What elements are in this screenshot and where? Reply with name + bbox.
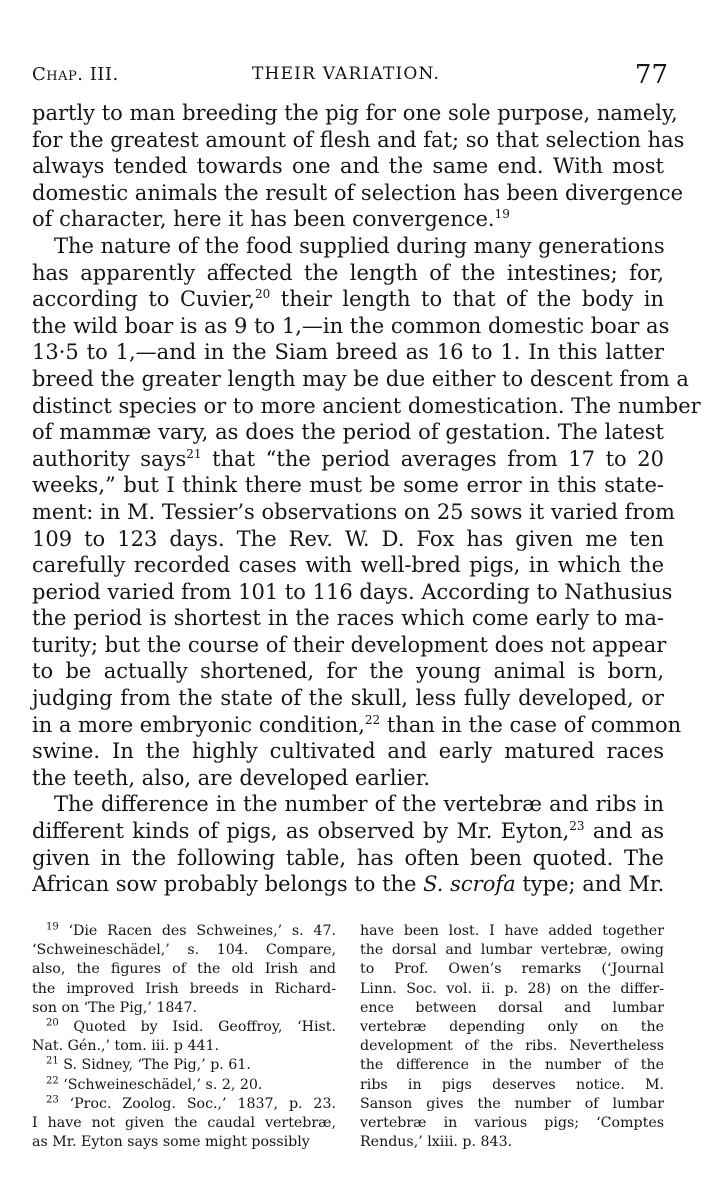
line-text: turity; but the course of their development does not appear [32,632,667,657]
line-text: ‘Die Racen des Schweines,’ s. 47. [58,923,336,939]
line-text: vertebræ depending only on the [360,1018,664,1035]
page-number: 77 [634,60,668,90]
line-text: ment: in M. Tessier’s observations on 25 sows it varied from [32,499,675,524]
text-line [32,980,336,999]
text-line [32,206,664,233]
line-text: different kinds of pigs, as observed by Mr. Eyton, [32,819,570,844]
line-text: African sow probably belongs to the [32,872,424,897]
text-line [32,658,664,685]
text-line [32,286,664,313]
text-line [32,233,664,260]
text-line [32,1018,336,1037]
line-text: S. Sidney, ‘The Pig,’ p. 61. [58,1057,251,1074]
text-line [32,1133,336,1152]
footnote-marker: 22 [46,1074,59,1086]
text-line [32,1095,336,1114]
text-line [32,127,685,154]
footnotes [32,922,664,1162]
text-line [32,1056,336,1075]
body-text [32,100,701,898]
line-text: ribs in pigs deserves notice. M. [360,1076,664,1093]
line-text: authority says [32,446,187,471]
line-text: always tended towards one and the same end. With most [32,154,664,179]
text-line [32,712,682,739]
text-line [32,685,664,712]
text-line [32,922,336,941]
line-text: the difference in the number of the [360,1057,664,1074]
text-line [360,922,664,941]
text-line [32,999,336,1018]
text-line [32,605,664,632]
line-text-continued: than in the case of common [380,712,682,737]
line-text-continued: that “the period averages from 17 to 20 [201,446,664,471]
text-line [360,1133,664,1152]
text-line [32,1037,336,1056]
text-line [360,1018,664,1037]
footnotes-left-column [32,922,336,1152]
line-text: ‘Schweineschädel,’ s. 104. Compare, [32,942,336,959]
line-text: the improved Irish breeds in Richard- [32,980,336,997]
line-text: I have not given the caudal vertebræ, [32,1114,336,1131]
line-text: breed the greater length may be due either to descent from a [32,366,689,391]
line-text: vertebræ in various pigs; ‘Comptes [360,1114,664,1131]
text-line [32,818,664,845]
text-line [32,579,673,606]
line-text: Nat. Gén.,’ tom. iii. p 441. [32,1038,220,1055]
text-line [32,393,701,420]
line-text: 109 to 123 days. The Rev. W. D. Fox has given me ten [32,526,664,551]
footnote-reference: 20 [254,287,271,302]
text-line [32,845,664,872]
line-text: of mammæ vary, as does the period of gestation. The latest [32,420,664,445]
footnote-reference: 21 [186,446,202,461]
text-line [32,313,670,340]
line-text: the dorsal and lumbar vertebræ, owing [360,942,664,959]
footnote-reference: 23 [569,819,585,834]
line-text: period varied from 101 to 116 days. According to Nathusius [32,579,673,604]
text-line [360,1076,664,1095]
line-text: for the greatest amount of flesh and fat; so that selection has [32,127,685,152]
text-line [32,339,664,366]
line-text: to Prof. Owen’s remarks (‘Journal [360,961,664,978]
line-text: 13·5 to 1,—and in the Siam breed as 16 to 1. In this latter [32,340,664,365]
running-title: THEIR VARIATION. [252,64,441,84]
footnote-reference: 22 [364,712,381,727]
text-line [360,960,664,979]
italic-term: S. scrofa [423,872,516,897]
line-text: given in the following table, has often been quoted. The [32,845,664,870]
line-text: development of the ribs. Nevertheless [360,1038,664,1055]
text-line [360,1095,664,1114]
line-text: partly to man breeding the pig for one sole purpose, namely, [32,101,678,125]
line-text: ence between dorsal and lumbar [360,999,664,1016]
text-line [32,871,664,898]
line-text: ‘Schweineschädel,’ s. 2, 20. [58,1076,263,1093]
line-text: son on ‘The Pig,’ 1847. [32,999,197,1016]
text-line [360,1037,664,1056]
footnote-marker: 20 [46,1017,59,1029]
line-text: Quoted by Isid. Geoffroy, ‘Hist. [58,1018,336,1035]
text-line [32,260,664,287]
line-text-continued: and as [584,819,665,844]
line-text: as Mr. Eyton says some might possibly [32,1134,310,1151]
page-header [32,58,668,92]
line-text: Sanson gives the number of lumbar [360,1095,664,1112]
text-line [360,1056,664,1075]
text-line [32,632,667,659]
text-line [32,499,675,526]
footnote-reference: 19 [494,207,510,222]
line-text: also, the figures of the old Irish and [32,961,336,978]
text-line [360,1114,664,1133]
text-line [360,999,664,1018]
line-text: domestic animals the result of selection has been divergence [32,180,684,205]
text-line [32,765,664,792]
line-text: carefully recorded cases with well-bred pigs, in which the [32,553,664,578]
line-text: in a more embryonic condition, [32,712,365,737]
text-line [32,446,664,473]
line-text: Linn. Soc. vol. ii. p. 28) on the differ- [360,980,664,997]
line-text: The nature of the food supplied during many generations [54,233,665,258]
footnote-marker: 21 [46,1055,59,1067]
text-line [360,941,664,960]
line-text: Rendus,’ lxiii. p. 843. [360,1134,513,1151]
footnote-marker: 23 [46,1093,59,1105]
line-text: the period is shortest in the races which come early to ma- [32,606,664,631]
line-text: judging from the state of the skull, less fully developed, or [32,686,664,711]
chapter-label: Chap. III. [32,64,119,85]
text-line [32,941,336,960]
text-line [32,738,664,765]
line-text: according to Cuvier, [32,287,255,312]
text-line [32,1114,336,1133]
text-line [32,180,684,207]
line-text: of character, here it has been convergence. [32,207,495,232]
line-text-continued: their length to that of the body in [270,287,664,312]
line-text-continued: type; and Mr. [515,872,665,897]
line-text: have been lost. I have added together [360,923,664,939]
line-text: The difference in the number of the vertebræ and ribs in [54,792,664,817]
text-line [32,526,664,553]
text-line [32,472,664,499]
line-text: to be actually shortened, for the young animal is born, [32,659,664,684]
line-text: ‘Proc. Zoolog. Soc.,’ 1837, p. 23. [58,1095,336,1112]
text-line [32,1076,336,1095]
footnote-marker: 19 [46,921,59,933]
line-text: the teeth, also, are developed earlier. [32,765,431,790]
text-line [32,552,664,579]
line-text: weeks,” but I think there must be some error in this state- [32,473,664,498]
text-line [32,100,678,127]
text-line [32,153,664,180]
text-line [32,791,664,818]
text-line [32,366,689,393]
line-text: has apparently affected the length of the intestines; for, [32,260,664,285]
text-line [360,980,664,999]
text-line [32,419,664,446]
text-line [32,960,336,979]
line-text: the wild boar is as 9 to 1,—in the common domestic boar as [32,313,670,338]
footnotes-right-column [360,922,664,1152]
line-text: distinct species or to more ancient domestication. The number [32,393,701,418]
line-text: swine. In the highly cultivated and early matured races [32,739,664,764]
